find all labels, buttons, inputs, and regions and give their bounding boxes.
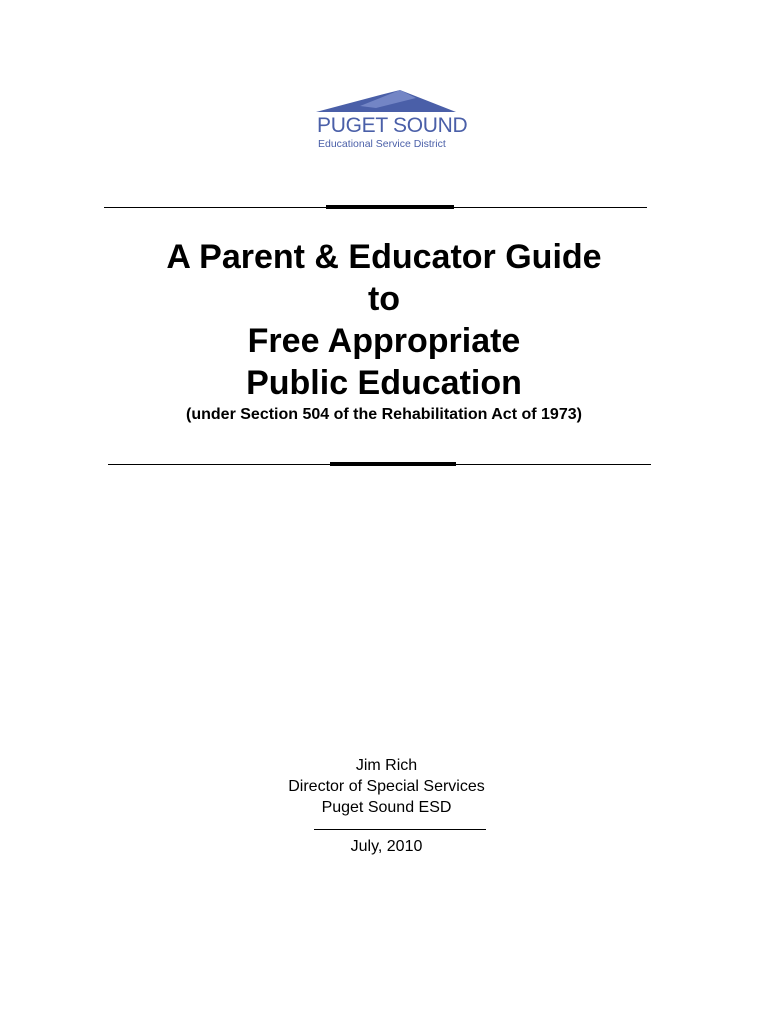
logo-title: PUGET SOUND (317, 114, 468, 137)
date-divider (314, 829, 486, 830)
title-line-1: A Parent & Educator Guide (166, 238, 602, 276)
title-line-3: Free Appropriate (247, 322, 521, 360)
mountain-logo-icon (316, 88, 456, 114)
author-role: Director of Special Services (288, 778, 485, 795)
document-subtitle: (under Section 504 of the Rehabilitation Act of 1973) (186, 406, 582, 423)
logo-subtitle: Educational Service District (318, 138, 446, 150)
author-block (0, 755, 768, 818)
document-title (0, 236, 768, 426)
title-line-2: to (367, 280, 401, 318)
author-organization: Puget Sound ESD (321, 799, 452, 816)
bottom-divider-accent (330, 462, 456, 466)
logo (300, 88, 470, 158)
publication-date: July, 2010 (350, 838, 423, 855)
author-name: Jim Rich (355, 757, 418, 774)
top-divider-accent (326, 205, 454, 209)
title-line-4: Public Education (246, 364, 522, 402)
